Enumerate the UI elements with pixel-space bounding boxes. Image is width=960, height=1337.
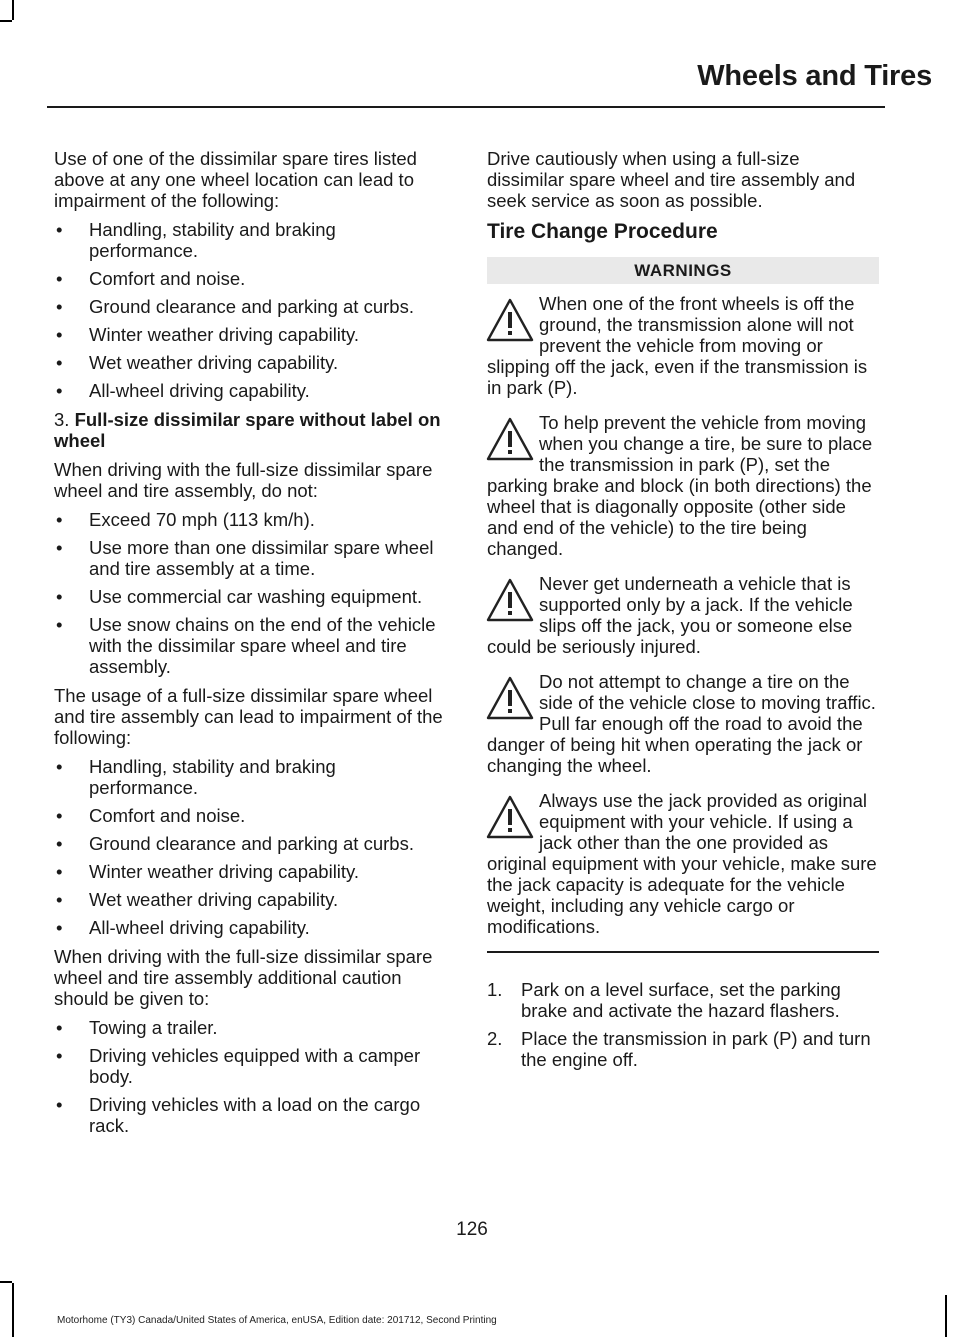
list-item: • Winter weather driving capability. bbox=[54, 324, 449, 345]
list-item: • Ground clearance and parking at curbs. bbox=[54, 296, 449, 317]
list-item: • Ground clearance and parking at curbs. bbox=[54, 833, 449, 854]
caution-paragraph: When driving with the full-size dissimilar spare wheel and tire assembly additional caution should be given to: bbox=[54, 946, 433, 1009]
step-number: 1. bbox=[487, 979, 503, 1000]
page-number: 126 bbox=[456, 1219, 488, 1240]
warning-triangle-icon bbox=[485, 415, 535, 465]
list-item: • Comfort and noise. bbox=[54, 268, 449, 289]
warning-item bbox=[487, 293, 879, 398]
procedure-steps bbox=[487, 979, 879, 1070]
crop-mark-top-left-h bbox=[0, 20, 12, 22]
left-column bbox=[54, 148, 449, 1144]
usage-impairment-list bbox=[54, 756, 449, 938]
warning-triangle-icon bbox=[485, 674, 535, 724]
warning-item bbox=[487, 412, 879, 559]
drive-cautiously-paragraph: Drive cautiously when using a full-size dissimilar spare wheel and tire assembly and seek service as soon as possible. bbox=[487, 148, 856, 211]
warnings-header: WARNINGS bbox=[487, 257, 879, 284]
step-text: Park on a level surface, set the parking brake and activate the hazard flashers. bbox=[521, 979, 841, 1021]
step-item bbox=[487, 979, 879, 1021]
step-number: 2. bbox=[487, 1028, 503, 1049]
warning-text: When one of the front wheels is off the ground, the transmission alone will not prevent the vehicle from moving or slipping off the jack, even if the transmission is in park (P). bbox=[487, 293, 868, 398]
list-item: • Towing a trailer. bbox=[54, 1017, 449, 1038]
do-not-list bbox=[54, 509, 449, 677]
header-rule bbox=[47, 106, 885, 108]
list-item: • Use more than one dissimilar spare wheel and tire assembly at a time. bbox=[54, 537, 449, 579]
usage-paragraph: The usage of a full-size dissimilar spare wheel and tire assembly can lead to impairment of the following: bbox=[54, 685, 443, 748]
page-header-title: Wheels and Tires bbox=[697, 60, 932, 92]
list-item: • Use commercial car washing equipment. bbox=[54, 586, 449, 607]
subheading-text: Full-size dissimilar spare without label on wheel bbox=[54, 409, 441, 451]
impairment-list bbox=[54, 219, 449, 401]
warning-text: Always use the jack provided as original equipment with your vehicle. If using a jack other than the one provided as original equipment with your vehicle, make sure the jack capacity is adequate for the vehicle weight, including any vehicle cargo or modifications. bbox=[487, 790, 877, 937]
subheading bbox=[54, 409, 449, 451]
warning-item bbox=[487, 573, 879, 657]
list-item: • All-wheel driving capability. bbox=[54, 917, 449, 938]
warning-text: To help prevent the vehicle from moving when you change a tire, be sure to place the transmission in park (P), set the parking brake and block (in both directions) the wheel that is diagonally opposite (other side and end of the vehicle) to the tire being changed. bbox=[487, 412, 873, 559]
list-item: • Winter weather driving capability. bbox=[54, 861, 449, 882]
footer-text: Motorhome (TY3) Canada/United States of America, enUSA, Edition date: 201712, Second Printing bbox=[57, 1315, 497, 1326]
warning-text: Do not attempt to change a tire on the side of the vehicle close to moving traffic. Pull far enough off the road to avoid the danger of being hit when operating the jack or changing the wheel. bbox=[487, 671, 876, 776]
list-item: • Driving vehicles with a load on the cargo rack. bbox=[54, 1094, 449, 1136]
list-item: • Use snow chains on the end of the vehicle with the dissimilar spare wheel and tire assembly. bbox=[54, 614, 449, 677]
list-item: • Driving vehicles equipped with a camper body. bbox=[54, 1045, 449, 1087]
warning-triangle-icon bbox=[485, 576, 535, 626]
do-not-paragraph: When driving with the full-size dissimilar spare wheel and tire assembly, do not: bbox=[54, 459, 433, 501]
list-item: • Handling, stability and braking performance. bbox=[54, 219, 449, 261]
warning-triangle-icon bbox=[485, 793, 535, 843]
list-item: • Wet weather driving capability. bbox=[54, 889, 449, 910]
intro-paragraph: Use of one of the dissimilar spare tires listed above at any one wheel location can lead to impairment of the following: bbox=[54, 148, 417, 211]
subheading-number: 3. bbox=[54, 409, 70, 430]
warning-text: Never get underneath a vehicle that is supported only by a jack. If the vehicle slips off the jack, you or someone else could be seriously injured. bbox=[487, 573, 853, 657]
crop-mark-bottom-right bbox=[945, 1295, 947, 1337]
warning-item bbox=[487, 790, 879, 937]
right-column bbox=[487, 148, 879, 1077]
crop-mark-top-left bbox=[12, 0, 14, 20]
step-item bbox=[487, 1028, 879, 1070]
crop-mark-bottom-left-h bbox=[0, 1281, 12, 1283]
warnings-end-rule bbox=[487, 951, 879, 953]
section-title: Tire Change Procedure bbox=[487, 220, 718, 243]
warning-triangle-icon bbox=[485, 296, 535, 346]
list-item: • Handling, stability and braking performance. bbox=[54, 756, 449, 798]
step-text: Place the transmission in park (P) and turn the engine off. bbox=[521, 1028, 871, 1070]
crop-mark-bottom-left bbox=[12, 1283, 14, 1337]
list-item: • Exceed 70 mph (113 km/h). bbox=[54, 509, 449, 530]
list-item: • Wet weather driving capability. bbox=[54, 352, 449, 373]
warning-item bbox=[487, 671, 879, 776]
list-item: • Comfort and noise. bbox=[54, 805, 449, 826]
list-item: • All-wheel driving capability. bbox=[54, 380, 449, 401]
caution-list bbox=[54, 1017, 449, 1136]
